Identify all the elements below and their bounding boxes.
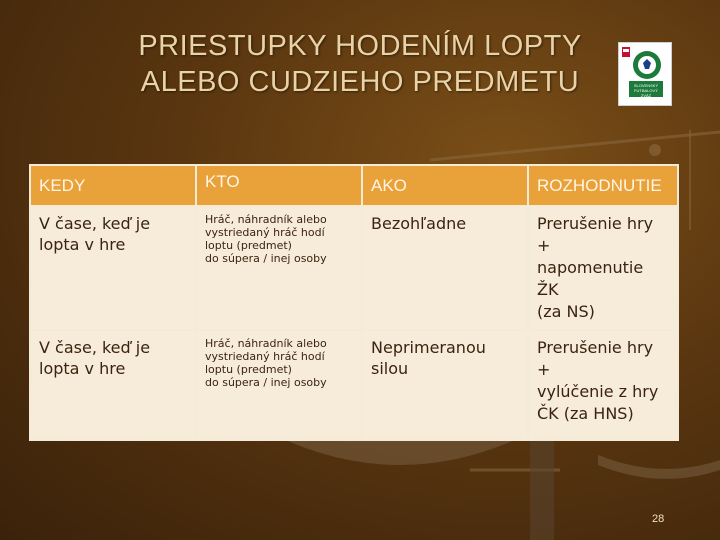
rozhodnutie-line: Prerušenie hry — [537, 338, 654, 357]
logo-text-2: FUTBALOVÝ — [634, 88, 658, 93]
kto-line: vystriedaný hráč hodí — [205, 350, 325, 363]
table-row — [30, 330, 678, 440]
sfz-logo-icon — [619, 43, 671, 105]
cell-rozhodnutie — [528, 330, 678, 440]
cell-kto — [196, 206, 362, 330]
title-line-1: PRIESTUPKY HODENÍM LOPTY — [138, 30, 582, 62]
cell-ako: Neprimeranou silou — [362, 330, 528, 440]
cell-kedy: V čase, keď je lopta v hre — [30, 206, 196, 330]
table-header-row — [30, 165, 678, 206]
kto-line: loptu (predmet) — [205, 363, 292, 376]
cell-rozhodnutie — [528, 206, 678, 330]
rozhodnutie-line: napomenutie ŽK — [537, 258, 644, 299]
kto-line: Hráč, náhradník alebo — [205, 213, 327, 226]
football-association-logo — [618, 42, 672, 106]
rozhodnutie-line: (za NS) — [537, 302, 595, 321]
rozhodnutie-line: Prerušenie hry — [537, 214, 654, 233]
cell-kto — [196, 330, 362, 440]
kto-line: do súpera / inej osoby — [205, 252, 327, 265]
rozhodnutie-line: + — [537, 236, 551, 255]
slide-title — [60, 28, 660, 100]
kto-line: do súpera / inej osoby — [205, 376, 327, 389]
logo-text-3: ZVÄZ — [640, 93, 652, 98]
cell-ako: Bezohľadne — [362, 206, 528, 330]
logo-text-1: SLOVENSKÝ — [633, 83, 659, 88]
header-ako: AKO — [362, 165, 528, 206]
header-kedy: KEDY — [30, 165, 196, 206]
kto-line: loptu (predmet) — [205, 239, 292, 252]
rozhodnutie-line: vylúčenie z hry — [537, 382, 659, 401]
header-kto: KTO — [196, 165, 362, 206]
table-row — [30, 206, 678, 330]
title-line-2: ALEBO CUDZIEHO PREDMETU — [140, 66, 580, 98]
rozhodnutie-line: ČK (za HNS) — [537, 404, 634, 423]
header-rozhodnutie: ROZHODNUTIE — [528, 165, 678, 206]
rozhodnutie-line: + — [537, 360, 551, 379]
cell-kedy: V čase, keď je lopta v hre — [30, 330, 196, 440]
page-number: 28 — [652, 513, 665, 525]
kto-line: vystriedaný hráč hodí — [205, 226, 325, 239]
kto-line: Hráč, náhradník alebo — [205, 337, 327, 350]
rules-table — [29, 164, 679, 441]
